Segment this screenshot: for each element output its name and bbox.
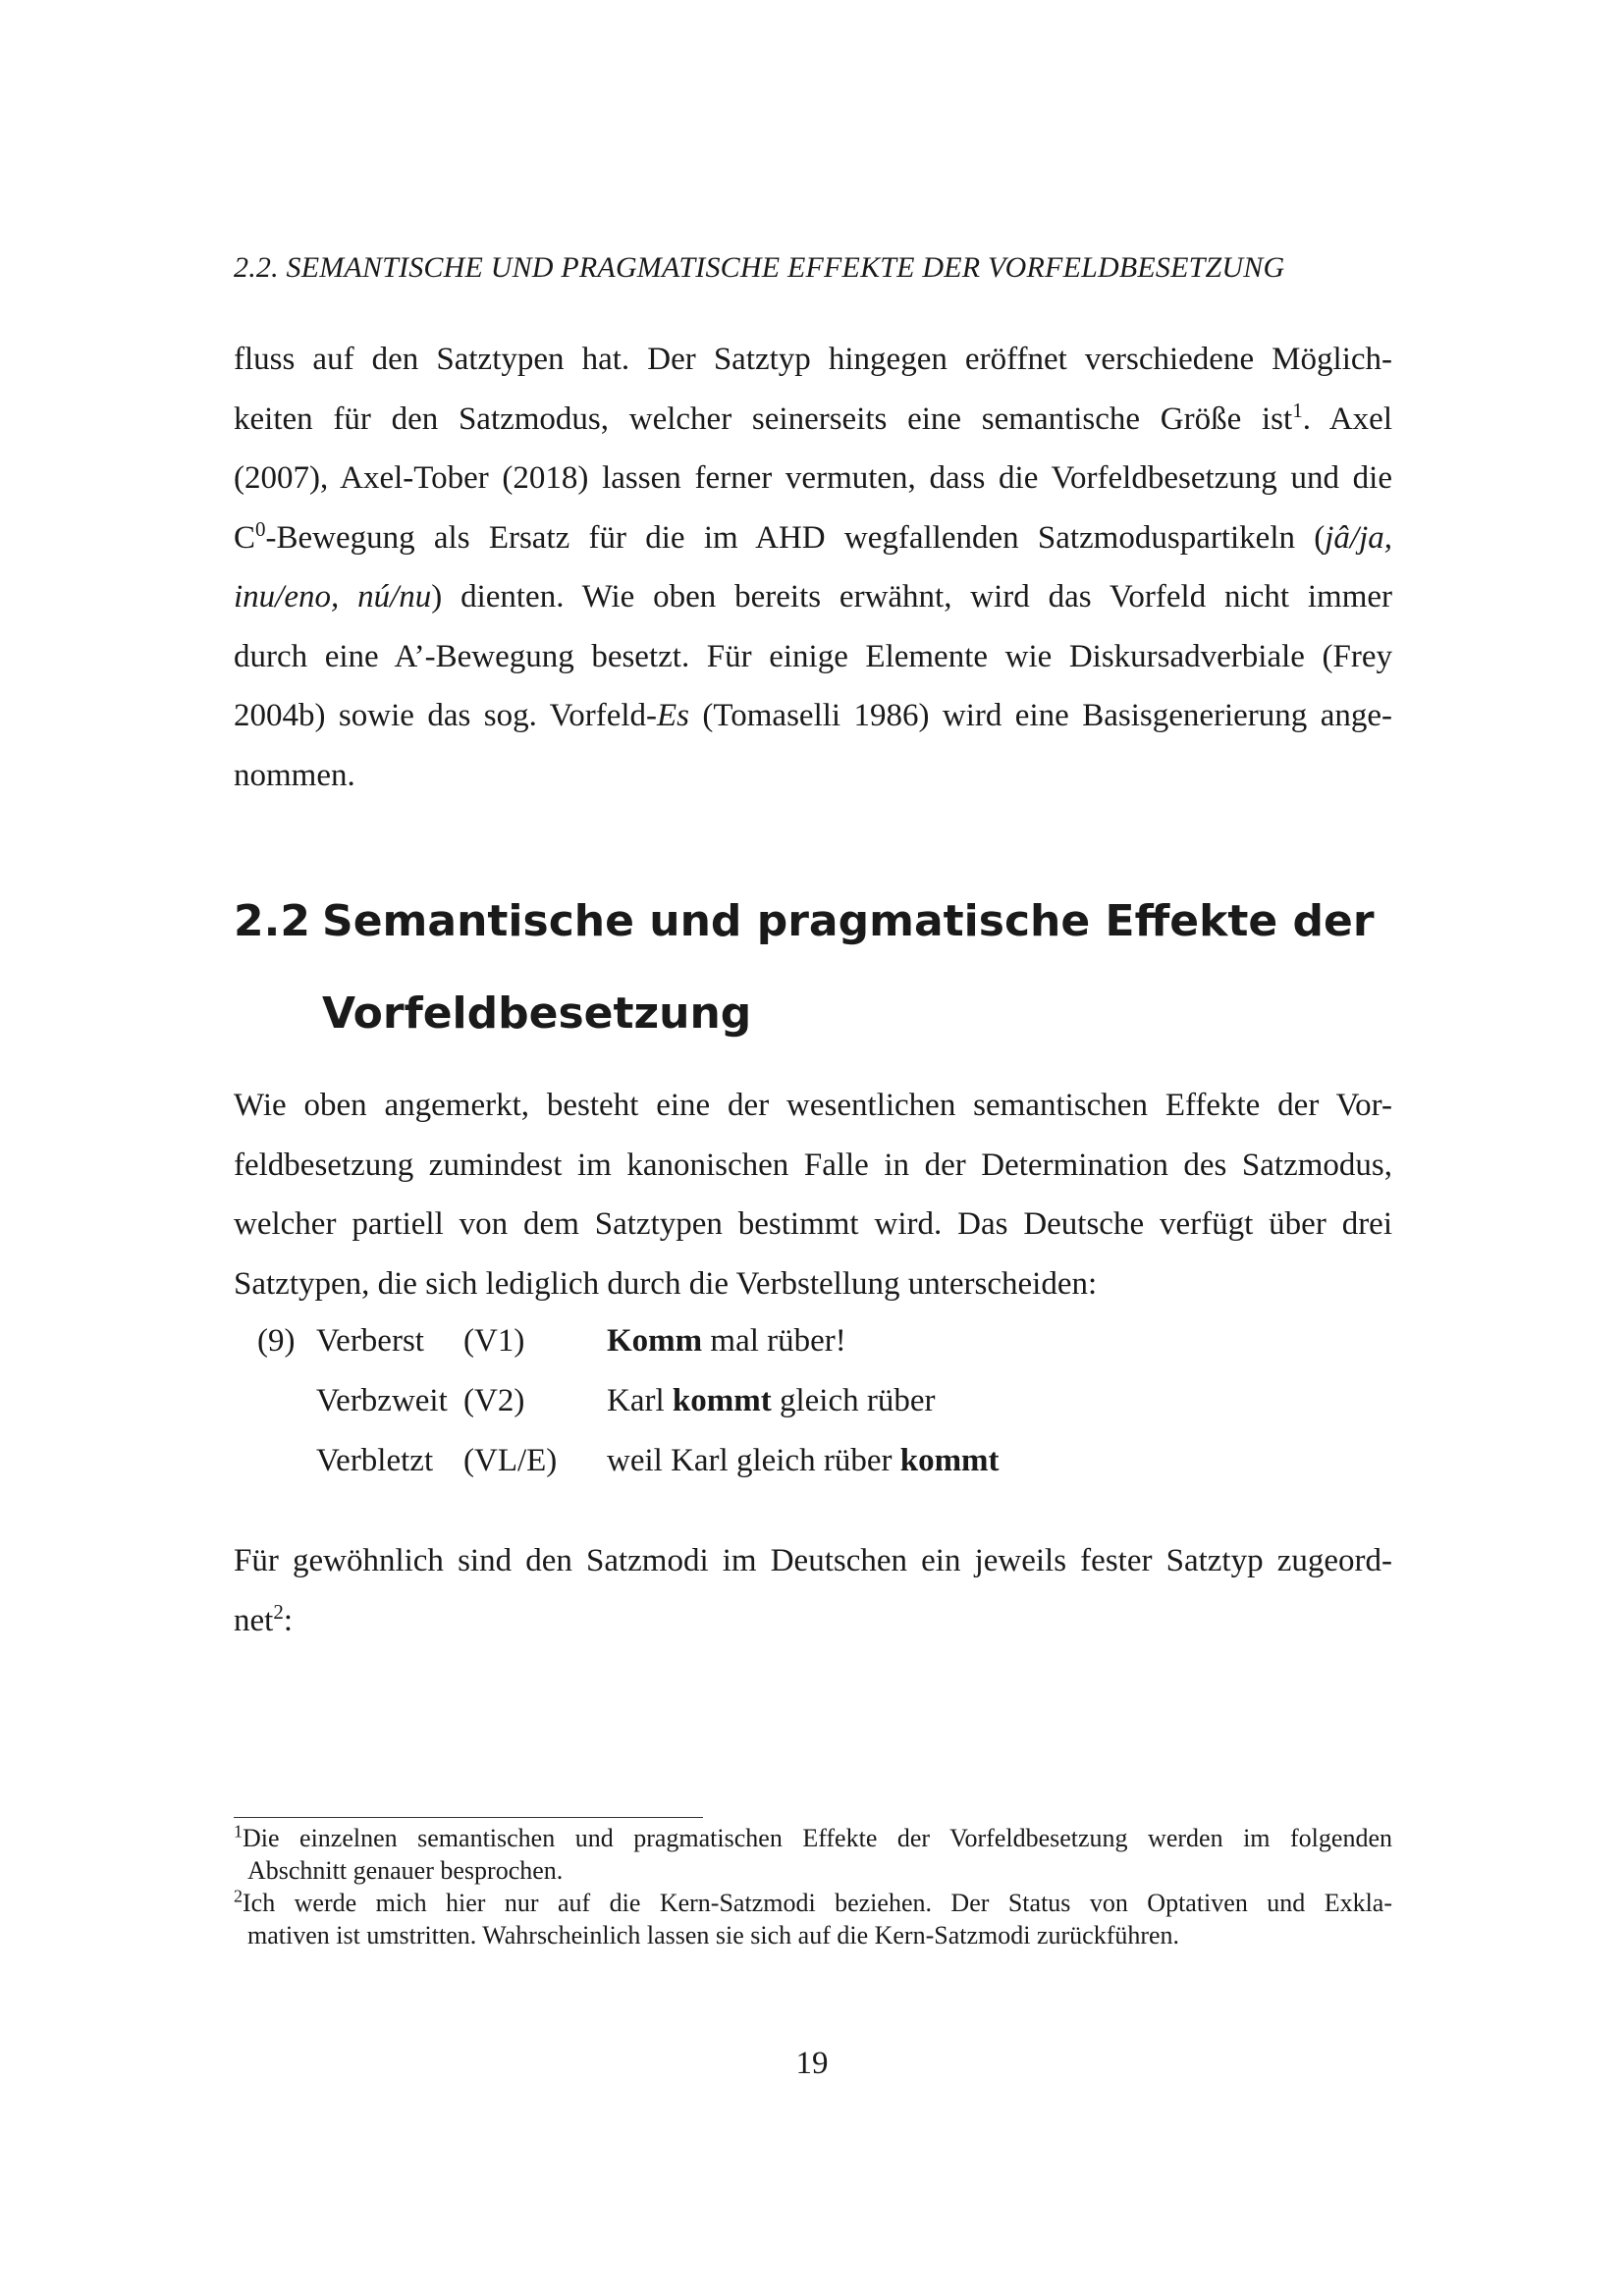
text-line: fluss auf den Satztypen hat. Der Satztyp hingegen eröffnet verschiedene Möglich- [234,342,1392,377]
footnote-line: $^2$Ich werde mich hier nur auf die Kern-Satzmodi beziehen. Der Status von Optativen und Exkla- [234,1886,1392,1917]
footnote-line: mativen ist umstritten. Wahrscheinlich lassen sie sich auf die Kern-Satzmodi zurückführen. [247,1921,1180,1949]
example-label: Verbzweit [316,1383,448,1418]
example-abbr: (V2) [463,1383,525,1418]
footnotes [234,1822,1392,1951]
paragraph-satztypen [234,1076,1392,1313]
footnote-ref[interactable]: 2 [273,1599,284,1624]
footnote-line: Abschnitt genauer besprochen. [247,1856,564,1885]
section-title-line1: Semantische und pragmatische Effekte der [322,896,1375,946]
text-line: 2004b) sowie das sog. Vorfeld-Es (Tomaselli 1986) wird eine Basisgenerierung ange- [234,698,1392,733]
example-sentence: weil Karl gleich rüber kommt [607,1443,1000,1478]
text-line: keiten für den Satzmodus, welcher seinerseits eine semantische Größe ist$^1$. Axel [234,398,1392,437]
footnote-1 [234,1822,1392,1887]
text-line: feldbesetzung zumindest im kanonischen Falle in der Determination des Satzmodus, [234,1147,1392,1183]
text-line: Für gewöhnlich sind den Satzmodi im Deutschen ein jeweils fester Satztyp zugeord- [234,1543,1392,1578]
example-sentence: Komm mal rüber! [607,1323,846,1359]
footnote-mark: 1 [234,1821,243,1842]
section-number: 2.2 [234,896,310,946]
text-line: inu/eno, nú/nu) dienten. Wie oben bereits erwähnt, wird das Vorfeld nicht immer [234,579,1393,614]
text-line: durch eine A’-Bewegung besetzt. Für einige Elemente wie Diskursadverbiale (Frey [234,638,1392,674]
example-abbr: (VL/E) [463,1443,558,1478]
paragraph-satzmodi [234,1531,1392,1650]
section-title-line2: Vorfeldbesetzung [322,988,752,1039]
example-sentence: Karl kommt gleich rüber [607,1383,936,1418]
example-label: Verbletzt [316,1443,434,1478]
example-abbr: (V1) [463,1323,525,1359]
text-line: Wie oben angemerkt, besteht eine der wesentlichen semantischen Effekte der Vor- [234,1088,1392,1123]
page-number: 19 [795,2046,829,2081]
text-line: nommen. [234,757,355,793]
example-number: (9) [257,1323,296,1359]
superscript: 0 [255,516,266,541]
paragraph-intro [234,330,1392,805]
footnote-divider [234,1817,703,1818]
footnote-2 [234,1887,1392,1951]
text-line: $C^0$-Bewegung als Ersatz für die im AHD wegfallenden Satzmoduspartikeln (jâ/ja, [234,516,1392,556]
text-line: welcher partiell von dem Satztypen bestimmt wird. Das Deutsche verfügt über drei [234,1206,1392,1242]
running-header: 2.2. SEMANTISCHE UND PRAGMATISCHE EFFEKTE DER VORFELDBESETZUNG [234,251,1285,284]
section-heading [234,876,1392,1060]
text-line: Satztypen, die sich lediglich durch die Verbstellung unterscheiden: [234,1265,1098,1302]
text-line: net$^2$: [234,1599,293,1638]
example-label: Verberst [316,1323,424,1359]
footnote-ref[interactable]: 1 [1292,398,1303,422]
footnote-line: $^1$Die einzelnen semantischen und pragmatischen Effekte der Vorfeldbesetzung werden im folgenden [234,1821,1392,1852]
footnote-mark: 2 [234,1886,243,1906]
text-line: (2007), Axel-Tober (2018) lassen ferner vermuten, dass die Vorfeldbesetzung und die [234,460,1392,496]
